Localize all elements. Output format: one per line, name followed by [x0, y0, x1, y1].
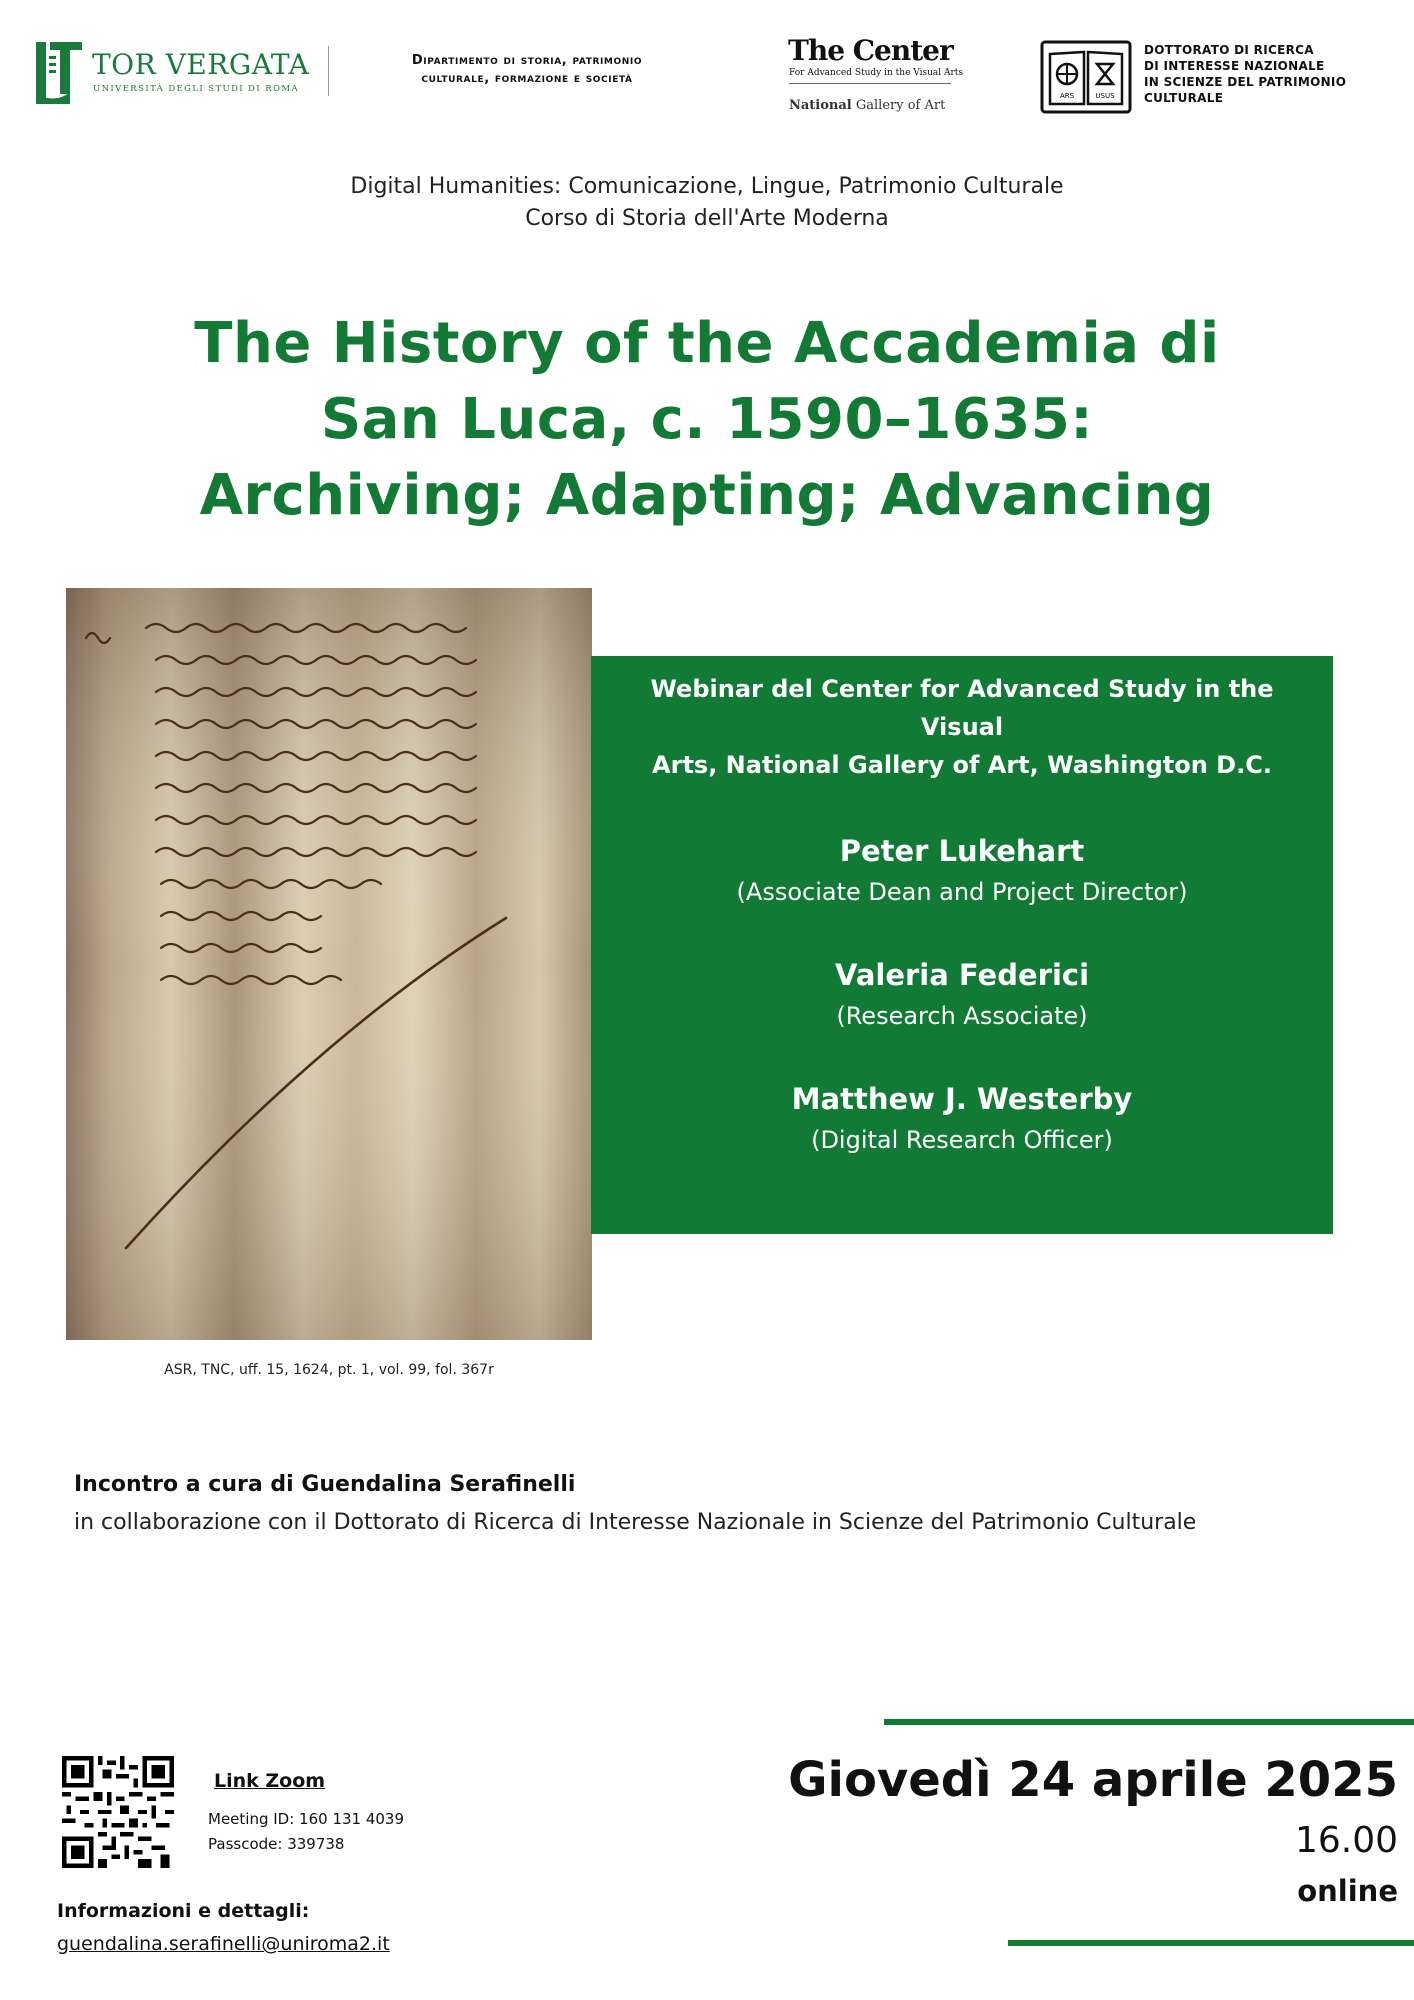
nga-bold: National — [789, 98, 852, 113]
collaboration-line: in collaborazione con il Dottorato di Ricerca di Interesse Nazionale in Scienze del Patrimonio Culturale — [74, 1510, 1197, 1535]
image-caption: ASR, TNC, uff. 15, 1624, pt. 1, vol. 99, fol. 367r — [164, 1362, 494, 1378]
manuscript-image — [66, 588, 592, 1340]
dottorato-line-1: DOTTORATO DI RICERCA — [1144, 43, 1314, 57]
nga-logo — [789, 98, 945, 113]
speaker-role: (Associate Dean and Project Director) — [736, 878, 1188, 906]
title-line-3: Archiving; Adapting; Advancing — [199, 463, 1215, 528]
meeting-id: Meeting ID: 160 131 4039 — [208, 1810, 405, 1828]
date-rule-bottom — [1008, 1940, 1414, 1946]
dottorato-line-2: DI INTERESSE NAZIONALE — [1144, 59, 1325, 73]
webinar-description — [621, 670, 1303, 784]
event-mode: online — [1297, 1874, 1398, 1908]
webinar-line-1: Webinar del Center for Advanced Study in the Visual — [650, 675, 1274, 741]
university-subtitle: UNIVERSITÀ DEGLI STUDI DI ROMA — [93, 84, 300, 94]
qr-code[interactable] — [62, 1756, 174, 1868]
event-time: 16.00 — [1294, 1820, 1398, 1861]
course-line-2: Corso di Storia dell'Arte Moderna — [525, 206, 889, 231]
usus-label: USUS — [1095, 92, 1115, 100]
zoom-link[interactable]: Link Zoom — [214, 1770, 326, 1792]
course-line-1: Digital Humanities: Comunicazione, Lingue, Patrimonio Culturale — [350, 174, 1064, 199]
ars-usus-book-logo — [1040, 40, 1132, 114]
nga-rest: Gallery of Art — [851, 98, 946, 113]
center-logo-subtitle: For Advanced Study in the Visual Arts — [789, 68, 964, 78]
webinar-box — [591, 656, 1333, 1234]
contact-label: Informazioni e dettagli: — [57, 1900, 310, 1922]
center-logo-title: The Center — [788, 34, 953, 67]
department-name — [352, 52, 702, 88]
organizer-line: Incontro a cura di Guendalina Serafinelli — [74, 1472, 576, 1497]
date-rule-top — [884, 1719, 1414, 1725]
center-logo-rule — [789, 83, 951, 84]
dottorato-line-3: IN SCIENZE DEL PATRIMONIO — [1144, 75, 1347, 89]
department-line-2: culturale, formazione e società — [421, 71, 633, 86]
department-line-1: Dipartimento di storia, patrimonio — [411, 53, 643, 68]
page-title — [100, 306, 1314, 534]
tor-vergata-logo-mark — [36, 42, 82, 104]
ars-label: ARS — [1059, 92, 1075, 100]
dottorato-line-4: CULTURALE — [1144, 91, 1224, 105]
speaker-name: Valeria Federici — [834, 958, 1090, 992]
header-divider — [328, 46, 329, 96]
title-line-2: San Luca, c. 1590–1635: — [320, 387, 1094, 452]
webinar-line-2: Arts, National Gallery of Art, Washington D.C. — [652, 751, 1272, 779]
event-date: Giovedì 24 aprile 2025 — [788, 1752, 1398, 1808]
title-line-1: The History of the Accademia di — [194, 311, 1220, 376]
university-name: TOR VERGATA — [92, 48, 310, 81]
speaker-role: (Digital Research Officer) — [811, 1126, 1113, 1154]
contact-email-link[interactable]: guendalina.serafinelli@uniroma2.it — [57, 1933, 390, 1955]
speaker-name: Matthew J. Westerby — [791, 1082, 1133, 1116]
speaker-role: (Research Associate) — [836, 1002, 1088, 1030]
speaker-name: Peter Lukehart — [839, 834, 1085, 868]
passcode: Passcode: 339738 — [208, 1835, 345, 1853]
dottorato-logo-text — [1144, 42, 1346, 106]
